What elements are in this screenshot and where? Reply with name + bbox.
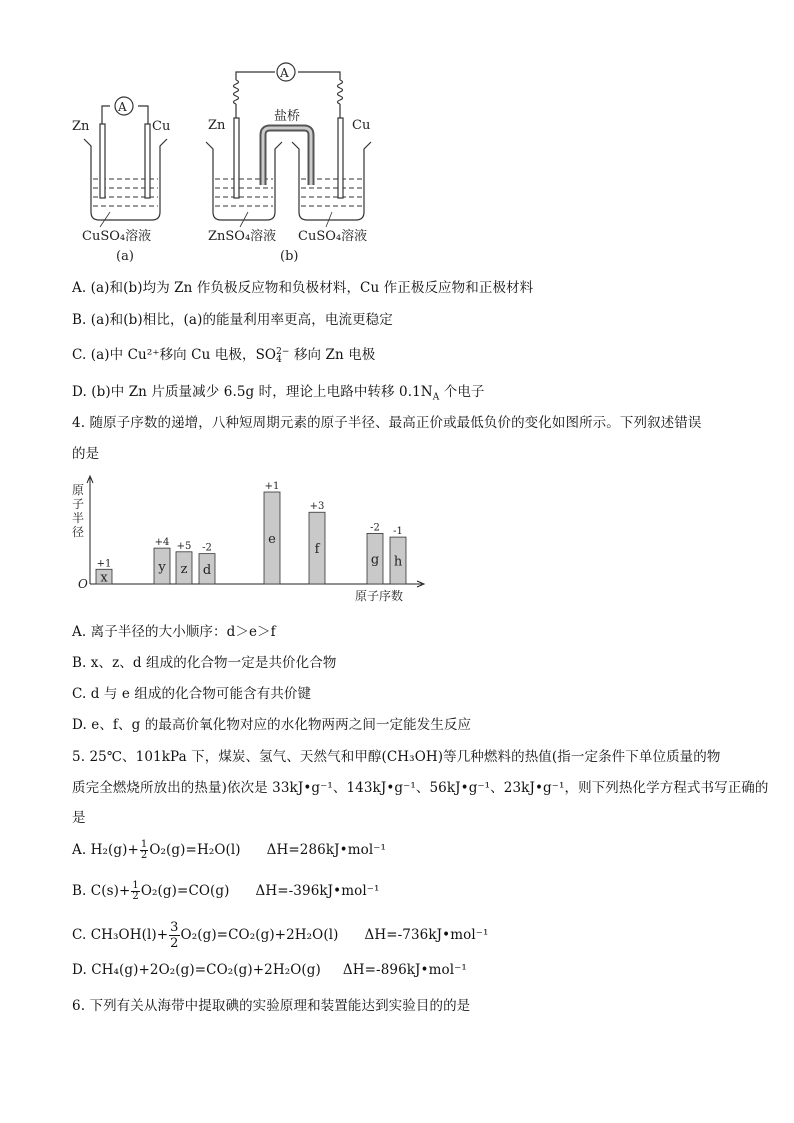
salt-bridge-label: 盐桥 — [274, 109, 301, 124]
q3-option-c-tail: 移向 Zn 电极 — [289, 347, 376, 363]
bar-label-z: z — [180, 561, 188, 577]
q3-option-a: A. (a)和(b)均为 Zn 作负极反应物和负极材料，Cu 作正极反应物和正极材料 — [72, 280, 534, 296]
q5-option-a — [72, 840, 386, 861]
sulfate-subscript: 4 — [276, 354, 282, 365]
x-axis-label: 原子序数 — [355, 589, 404, 603]
fraction-half: $\frac{1}{2}$ — [140, 839, 148, 861]
q5-option-b — [72, 881, 380, 902]
ammeter-a-label: A — [118, 100, 127, 114]
y-axis-label-char: 原 — [72, 483, 85, 497]
fraction-half: $\frac{1}{2}$ — [132, 880, 139, 902]
y-axis-label-char: 半 — [72, 511, 85, 525]
q4-option-d: D. e、f、g 的最高价氧化物对应的水化物两两之间一定能发生反应 — [72, 717, 472, 733]
fraction-three-halves: $\frac{3}{2}$ — [170, 920, 179, 951]
q5-option-b-dh: ΔH=-396kJ•mol⁻¹ — [255, 883, 380, 899]
valence-label-z: +5 — [176, 540, 192, 552]
bar-label-g: g — [370, 552, 380, 568]
origin-label: O — [78, 577, 88, 591]
cell-b-zn-label: Zn — [208, 118, 226, 133]
q5-option-d — [72, 962, 467, 978]
bar-label-f: f — [314, 542, 320, 558]
valence-label-h: -1 — [393, 526, 403, 538]
cell-a-cu-label: Cu — [152, 119, 171, 134]
q3-option-d — [72, 380, 485, 403]
valence-label-d: -2 — [202, 542, 212, 554]
sulfate-charge: 2− — [276, 346, 290, 357]
cell-b-cu-label: Cu — [352, 118, 371, 133]
q3-option-c — [72, 343, 375, 364]
q5-option-a-right: O₂(g)=H₂O(l) — [149, 842, 241, 858]
avogadro-subscript: A — [432, 392, 440, 403]
q3-option-c-text: C. (a)中 Cu²⁺移向 Cu 电极，SO — [72, 347, 277, 363]
q6-stem: 6. 下列有关从海带中提取碘的实验原理和装置能达到实验目的的是 — [72, 998, 471, 1014]
q5-stem-line1: 5. 25℃、101kPa 下，煤炭、氢气、天然气和甲醇(CH₃OH)等几种燃料的热值(指一定条件下单位质量的物 — [72, 749, 721, 765]
q3-option-d-tail: 个电子 — [439, 384, 485, 400]
q4-option-b: B. x、z、d 组成的化合物一定是共价化合物 — [72, 655, 337, 671]
q4-stem-line2: 的是 — [72, 446, 100, 462]
bar-label-d: d — [202, 562, 212, 578]
ammeter-b-label: A — [280, 66, 289, 80]
bar-label-h: h — [393, 554, 403, 570]
q5-stem-line3: 是 — [72, 810, 86, 826]
cell-a-zn-label: Zn — [72, 119, 90, 134]
q3-option-b: B. (a)和(b)相比，(a)的能量利用率更高，电流更稳定 — [72, 312, 393, 328]
galvanic-cells-figure — [70, 62, 390, 267]
q5-stem-line2: 质完全燃烧所放出的热量)依次是 33kJ•g⁻¹、143kJ•g⁻¹、56kJ•g⁻¹、23kJ•g⁻¹，则下列热化学方程式书写正确的 — [72, 780, 769, 796]
valence-label-g: -2 — [370, 522, 380, 534]
valence-label-x: +1 — [96, 558, 112, 570]
valence-label-y: +4 — [154, 537, 170, 549]
q4-option-c: C. d 与 e 组成的化合物可能含有共价键 — [72, 686, 312, 702]
atomic-radius-chart — [70, 474, 430, 608]
valence-label-e: +1 — [264, 481, 280, 492]
bar-label-e: e — [268, 532, 276, 547]
y-axis-label-char: 径 — [72, 525, 85, 539]
q5-option-c-dh: ΔH=-736kJ•mol⁻¹ — [364, 927, 489, 943]
q5-option-a-dh: ΔH=286kJ•mol⁻¹ — [266, 842, 386, 858]
valence-label-f: +3 — [309, 501, 325, 513]
q4-stem-line1: 4. 随原子序数的递增，八种短周期元素的原子半径、最高正价或最低负价的变化如图所示。下列叙述错误 — [72, 415, 702, 431]
bar-label-x: x — [100, 570, 108, 586]
y-axis-label-char: 子 — [72, 497, 85, 511]
q3-option-d-text: D. (b)中 Zn 片质量减少 6.5g 时，理论上电路中转移 0.1N — [72, 384, 433, 400]
q5-option-d-equation: D. CH₄(g)+2O₂(g)=CO₂(g)+2H₂O(g) — [72, 962, 321, 978]
q5-option-c-right: O₂(g)=CO₂(g)+2H₂O(l) — [180, 927, 339, 943]
q5-option-c-left: C. CH₃OH(l)+ — [72, 927, 169, 943]
q5-option-c — [72, 920, 489, 951]
q5-option-b-right: O₂(g)=CO(g) — [140, 883, 230, 899]
cell-b-caption: (b) — [280, 249, 299, 264]
q5-option-d-dh: ΔH=-896kJ•mol⁻¹ — [342, 962, 467, 978]
q4-option-a: A. 离子半径的大小顺序：d＞e＞f — [72, 624, 276, 640]
y-axis-label — [72, 483, 84, 539]
q5-option-a-left: A. H₂(g)+ — [72, 842, 139, 858]
bar-label-y: y — [158, 560, 166, 576]
q5-option-b-left: B. C(s)+ — [72, 883, 131, 899]
cell-a-solution-label: CuSO₄溶液 — [82, 229, 152, 244]
cell-a-caption: (a) — [116, 249, 134, 264]
cell-b-left-solution-label: ZnSO₄溶液 — [208, 229, 277, 244]
cell-b-right-solution-label: CuSO₄溶液 — [298, 229, 368, 244]
